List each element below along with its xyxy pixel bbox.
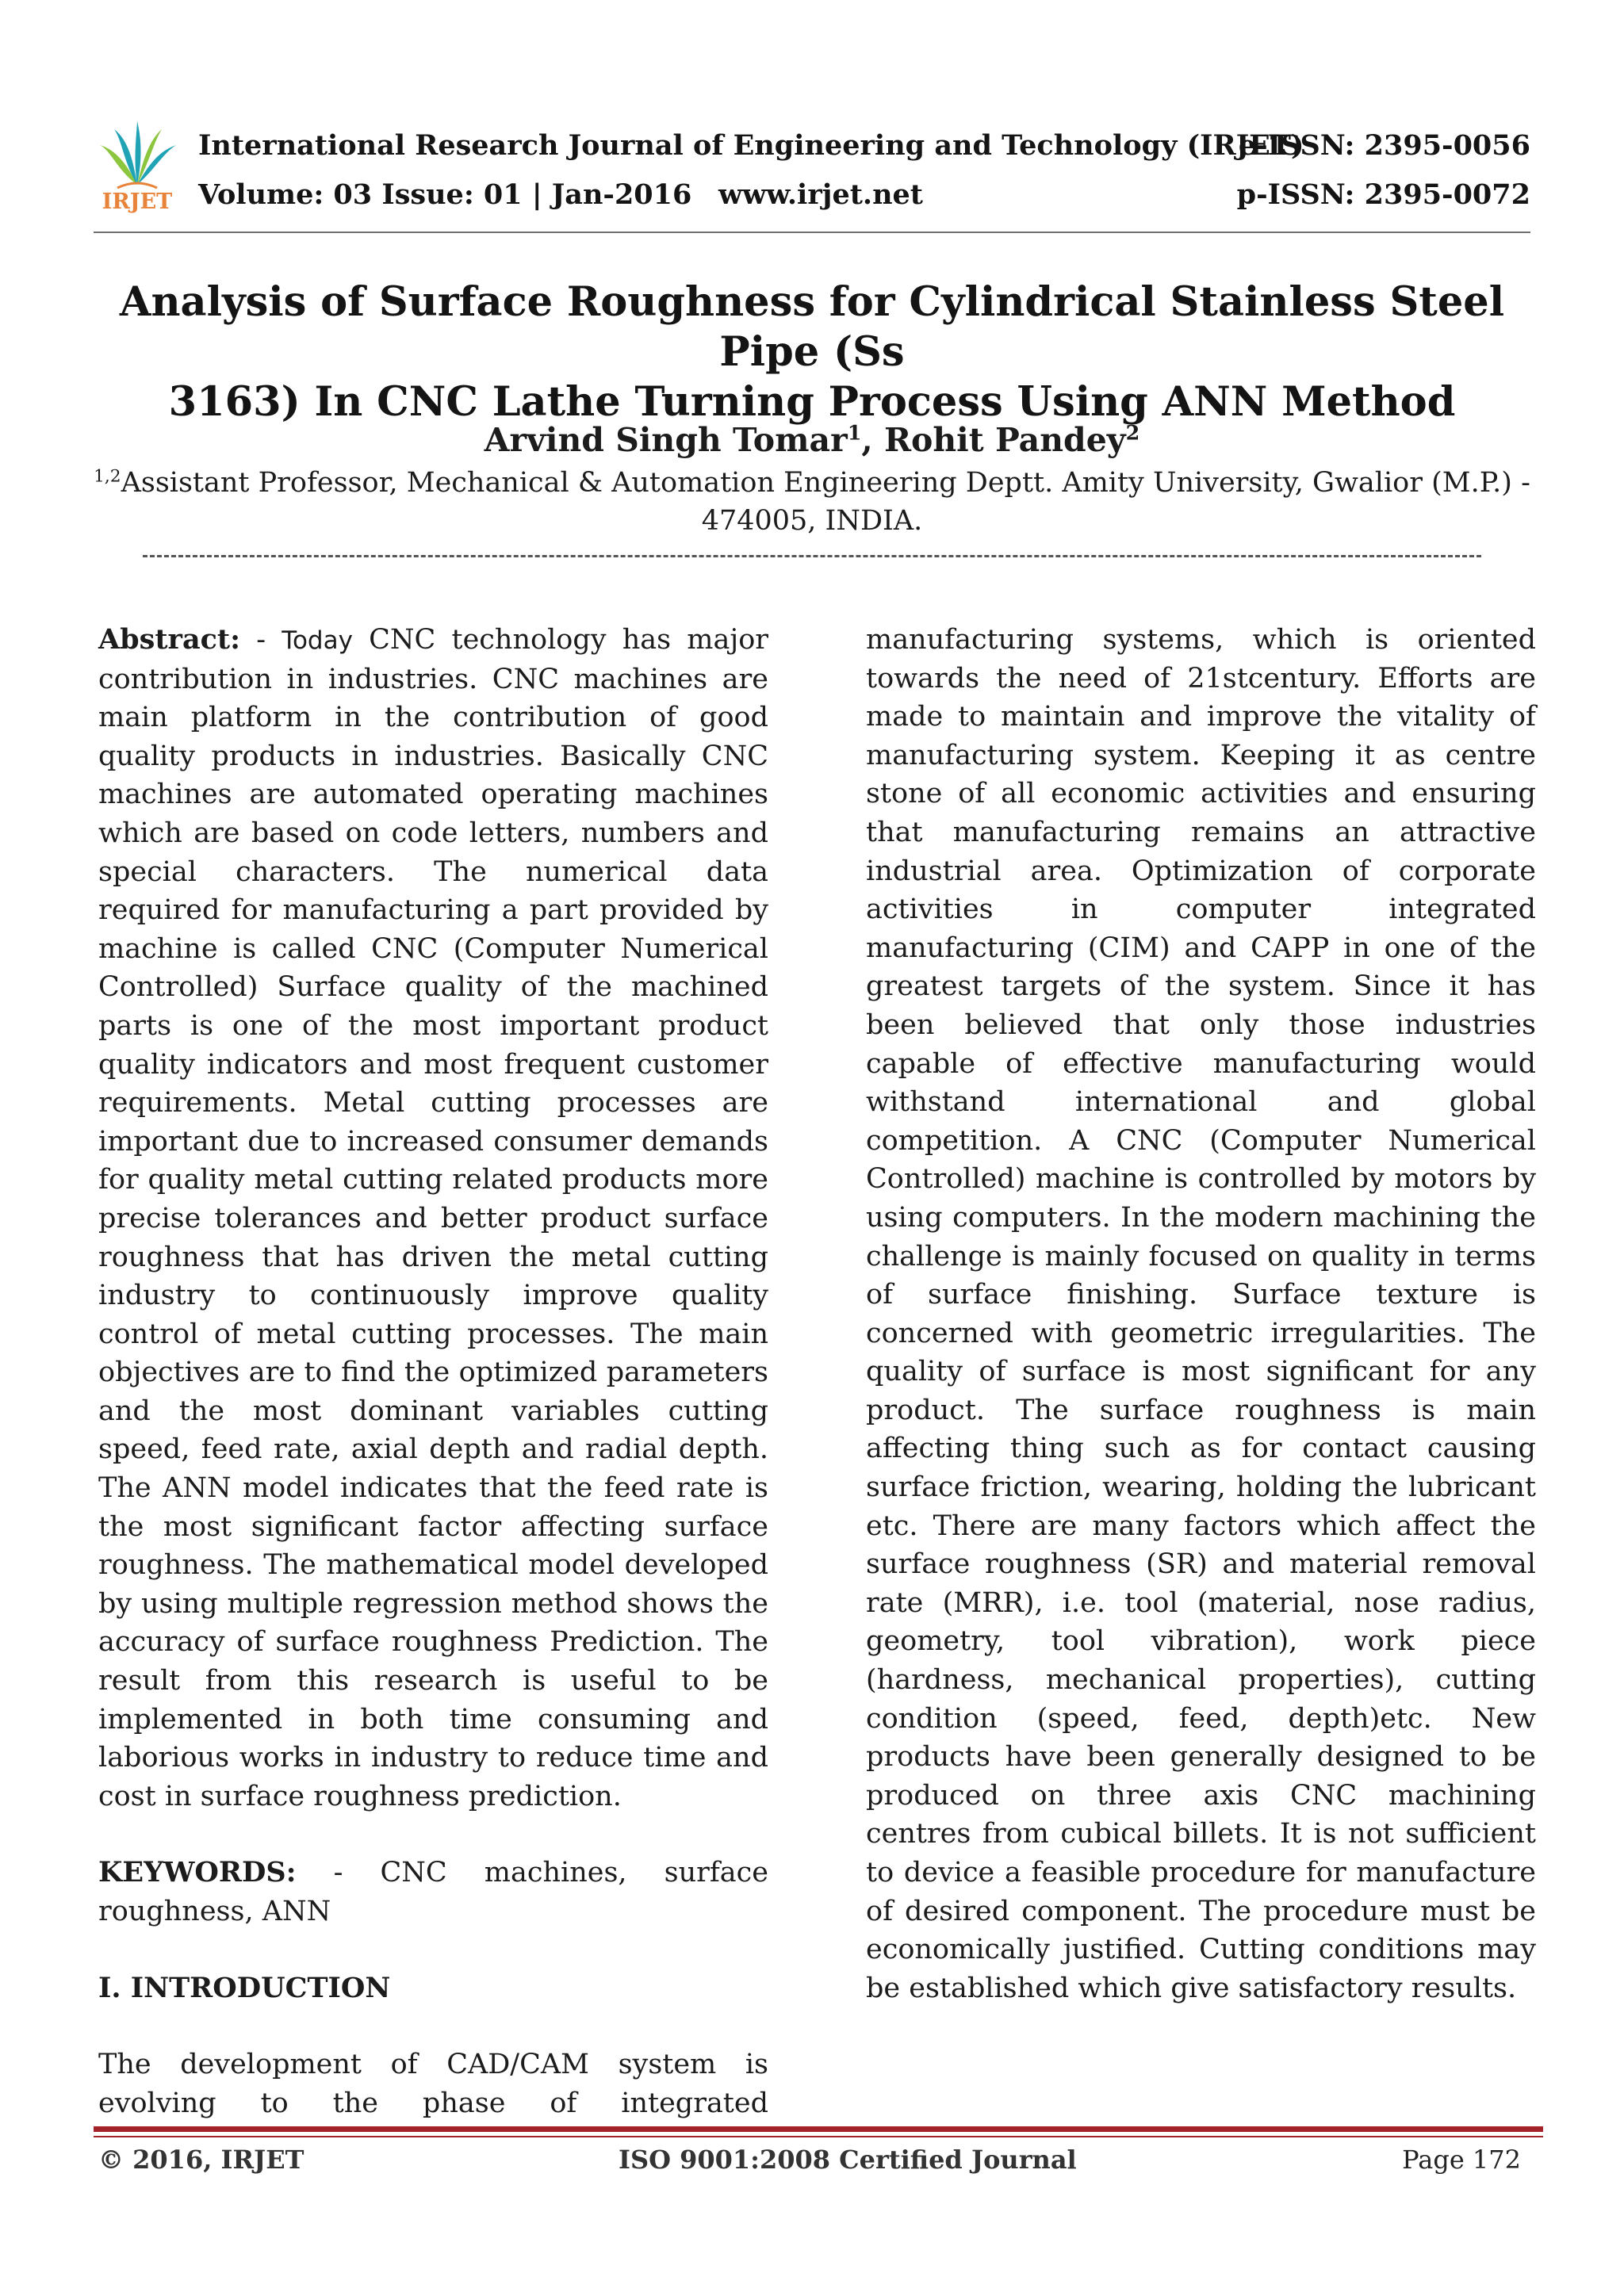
- svg-text:IRJET: IRJET: [102, 189, 173, 214]
- keywords-label: KEYWORDS:: [98, 1856, 297, 1889]
- footer-copyright: © 2016, IRJET: [98, 2145, 304, 2175]
- header-row-2: [198, 178, 1530, 211]
- authors: [94, 420, 1530, 460]
- footer-certification: ISO 9001:2008 Certified Journal: [619, 2145, 1077, 2175]
- left-column: [98, 621, 768, 2122]
- right-column: [866, 621, 1536, 2007]
- dashed-divider: [143, 555, 1481, 557]
- abstract-label: Abstract:: [98, 623, 241, 656]
- affiliation: [94, 464, 1530, 540]
- affiliation-text: Assistant Professor, Mechanical & Automation Engineering Deptt. Amity University, Gwalior (M.P.) - 474005, INDIA.: [121, 467, 1530, 537]
- header-row-1: [198, 129, 1530, 162]
- title-line-2: 3163) In CNC Lathe Turning Process Using ANN Method: [168, 378, 1456, 426]
- website-link[interactable]: www.irjet.net: [718, 178, 923, 211]
- header-divider: [94, 232, 1530, 233]
- title-line-1: Analysis of Surface Roughness for Cylindrical Stainless Steel Pipe (Ss: [119, 278, 1505, 376]
- author-2-sup: 2: [1125, 420, 1140, 445]
- abstract-text: CNC technology has major contribution in industries. CNC machines are main platform in the contribution of good quality products in industries. Basically CNC machines are automated operating machines which are based on code letters, numbers and special characters. The numerical data required for manufacturing a part provided by machine is called CNC (Computer Numerical Controlled) Surface quality of the machined parts is one of the most important product quality indicators and most frequent customer requirements. Metal cutting processes are important due to increased consumer demands for quality metal cutting related products more precise tolerances and better product surface roughness that has driven the metal cutting industry to continuously improve quality control of metal cutting processes. The main objectives are to find the optimized parameters and the most dominant variables cutting speed, feed rate, axial depth and radial depth. The ANN model indicates that the feed rate is the most significant factor affecting surface roughness. The mathematical model developed by using multiple regression method shows the accuracy of surface roughness Prediction. The result from this research is useful to be implemented in both time consuming and laborious works in industry to reduce time and cost in surface roughness prediction.: [98, 624, 769, 1812]
- irjet-logo: [94, 115, 181, 214]
- intro-paragraph-continued: manufacturing systems, which is oriented towards the need of 21stcentury. Efforts are made to maintain and improve the vitality of manufacturing system. Keeping it as centre stone of all economic activities and ensuring that manufacturing remains an attractive industrial area. Optimization of corporate activities in computer integrated manufacturing (CIM) and CAPP in one of the greatest targets of the system. Since it has been believed that only those industries capable of effective manufacturing would withstand international and global competition. A CNC (Computer Numerical Controlled) machine is controlled by motors by using computers. In the modern machining the challenge is mainly focused on quality in terms of surface finishing. Surface texture is concerned with geometric irregularities. The quality of surface is most significant for any product. The surface roughness is main affecting thing such as for contact causing surface friction, wearing, holding the lubricant etc. There are many factors which affect the surface roughness (SR) and material removal rate (MRR), i.e. tool (material, nose radius, geometry, tool vibration), work piece (hardness, mechanical properties), cutting condition (speed, feed, depth)etc. New products have been generally designed to be produced on three axis CNC machining centres from cubical billets. It is not sufficient to device a feasible procedure for manufacture of desired component. The procedure must be economically justified. Cutting conditions may be established which give satisfactory results.: [866, 624, 1536, 2004]
- affiliation-sup: 1,2: [94, 466, 121, 487]
- abstract-paragraph: [98, 621, 768, 1816]
- author-separator: ,: [861, 421, 884, 459]
- paper-title: [94, 277, 1530, 427]
- journal-name: International Research Journal of Engineering and Technology (IRJET): [198, 129, 1304, 162]
- author-2: Rohit Pandey: [883, 421, 1126, 459]
- p-issn: p-ISSN: 2395-0072: [1236, 178, 1530, 211]
- section-heading-introduction: I. INTRODUCTION: [98, 1971, 391, 2004]
- footer-divider-thin: [94, 2136, 1543, 2137]
- e-issn: e-ISSN: 2395-0056: [1238, 129, 1530, 162]
- keywords-paragraph: [98, 1854, 768, 1931]
- volume-issue: Volume: 03 Issue: 01 | Jan-2016: [198, 178, 692, 211]
- page-number: Page 172: [1402, 2145, 1521, 2175]
- irjet-logo-icon: [94, 115, 181, 214]
- intro-paragraph-start: The development of CAD/CAM system is evolving to the phase of integrated: [98, 2049, 768, 2119]
- keywords-text: - CNC machines, surface roughness, ANN: [98, 1857, 768, 1927]
- abstract-first-word: Today: [282, 626, 353, 655]
- abstract-dash: -: [240, 624, 282, 656]
- footer-divider-thick: [94, 2126, 1543, 2132]
- author-1: Arvind Singh Tomar: [484, 421, 848, 459]
- author-1-sup: 1: [847, 420, 862, 445]
